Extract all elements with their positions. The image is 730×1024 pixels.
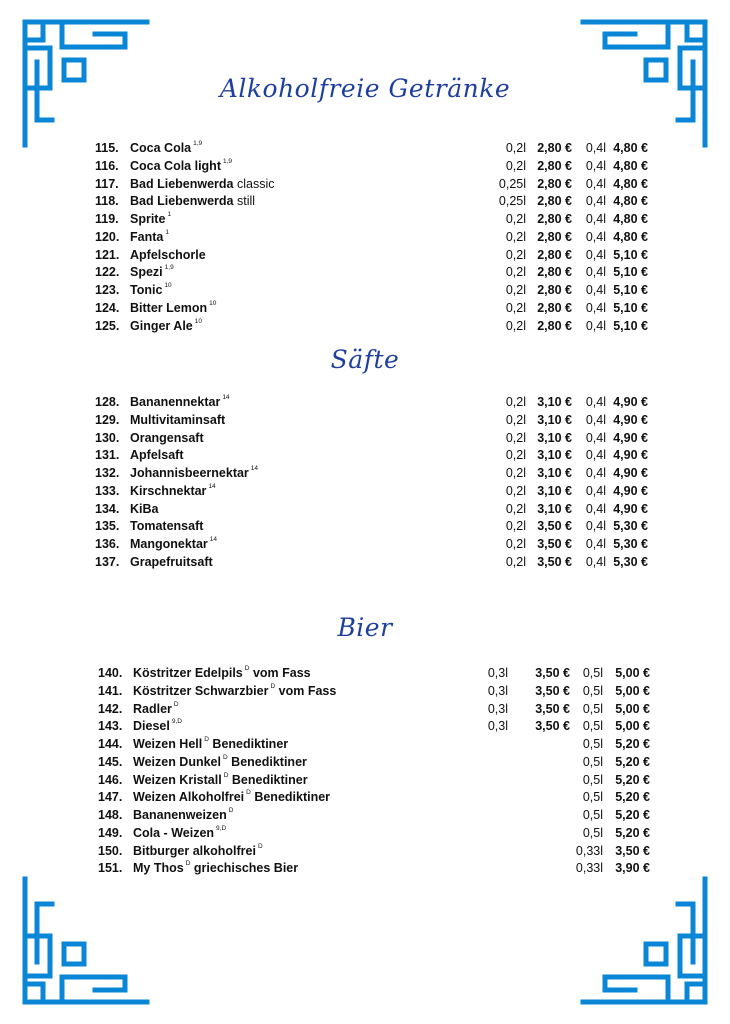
menu-item — [0, 554, 730, 572]
price-small: 3,10 € — [537, 501, 572, 516]
item-name — [130, 318, 202, 336]
additive-footnote: D — [185, 860, 191, 868]
price-large: 3,90 € — [615, 861, 650, 876]
item-name-text: Weizen Alkoholfrei — [133, 790, 245, 805]
section-title-bier: Bier — [337, 613, 393, 642]
item-number: 141. — [98, 683, 123, 698]
item-name — [130, 447, 183, 465]
item-number: 129. — [95, 412, 120, 427]
additive-footnote: 14 — [222, 394, 230, 401]
item-name — [130, 264, 174, 282]
item-name-text: Bananennektar — [130, 395, 221, 409]
item-number: 128. — [95, 395, 120, 409]
corner-ornament-bottom-left — [0, 874, 150, 1024]
item-name — [133, 701, 179, 719]
menu-item — [0, 825, 730, 843]
additive-footnote: D — [228, 807, 234, 814]
item-number: 131. — [95, 448, 120, 463]
price-small: 3,50 € — [535, 666, 570, 680]
item-number: 148. — [98, 808, 123, 822]
price-large: 4,90 € — [613, 448, 648, 463]
additive-footnote: 9,D — [216, 824, 227, 832]
price-small: 2,80 € — [537, 212, 572, 226]
price-small: 2,80 € — [537, 318, 572, 333]
menu-item — [0, 843, 730, 861]
item-name — [130, 211, 171, 229]
item-name — [130, 483, 216, 501]
item-name-text: Köstritzer Schwarzbier — [133, 683, 269, 698]
item-name-text: Weizen Hell — [133, 737, 203, 751]
item-name — [133, 825, 226, 843]
price-large: 5,00 € — [615, 683, 650, 698]
item-number: 134. — [95, 501, 120, 516]
price-small: 2,80 € — [537, 229, 572, 244]
size-large: 0,4l — [585, 247, 606, 262]
item-number: 133. — [95, 483, 120, 498]
additive-footnote: 1 — [165, 228, 169, 236]
menu-item — [0, 736, 730, 754]
item-number: 117. — [95, 176, 119, 191]
price-large: 5,10 € — [613, 247, 648, 262]
additive-footnote: 14 — [208, 482, 216, 490]
price-small: 3,50 € — [535, 719, 570, 734]
size-small: 0,2l — [505, 158, 526, 173]
menu-item — [0, 282, 730, 300]
corner-ornament-bottom-right — [580, 874, 730, 1024]
size-large: 0,4l — [585, 194, 606, 209]
menu-item — [0, 807, 730, 825]
price-large: 4,90 € — [613, 395, 648, 409]
menu-item — [0, 412, 730, 430]
item-name-text: My Thos — [133, 861, 184, 876]
size-small: 0,3l — [487, 683, 508, 698]
price-small: 2,80 € — [537, 300, 572, 315]
menu-item — [0, 501, 730, 519]
item-name-text: Tonic — [130, 283, 163, 297]
price-small: 3,50 € — [537, 519, 572, 534]
size-large: 0,4l — [585, 318, 606, 333]
menu-list-alkoholfreie-getraenke — [0, 140, 730, 335]
menu-item — [0, 229, 730, 247]
item-name — [130, 501, 158, 519]
item-name — [130, 140, 202, 158]
item-number: 132. — [95, 466, 120, 480]
item-name — [130, 247, 206, 265]
price-large: 4,80 € — [613, 194, 648, 209]
additive-footnote: 1 — [167, 211, 172, 218]
additive-footnote: D — [223, 771, 229, 779]
size-small: 0,2l — [505, 537, 526, 551]
menu-item — [0, 665, 730, 683]
item-name — [133, 860, 298, 878]
size-large: 0,4l — [585, 501, 606, 516]
item-name-text: Coca Cola — [130, 141, 192, 155]
price-small: 3,50 € — [537, 537, 572, 551]
size-large: 0,5l — [582, 825, 603, 840]
price-small: 3,50 € — [537, 554, 572, 569]
additive-footnote: D — [222, 753, 228, 761]
size-small: 0,2l — [505, 318, 526, 333]
size-large: 0,4l — [585, 141, 606, 155]
price-small: 3,50 € — [535, 683, 570, 698]
additive-footnote: 14 — [250, 465, 259, 472]
size-small: 0,2l — [505, 448, 526, 463]
item-number: 137. — [95, 554, 120, 569]
price-large: 4,90 € — [613, 430, 648, 445]
price-large: 5,00 € — [615, 719, 650, 734]
size-large: 0,5l — [582, 666, 603, 680]
item-name — [130, 554, 213, 572]
item-name — [130, 536, 217, 554]
price-large: 5,20 € — [615, 790, 650, 805]
price-large: 5,30 € — [613, 519, 648, 534]
size-large: 0,4l — [585, 176, 606, 191]
item-number: 142. — [98, 701, 123, 716]
size-large: 0,5l — [582, 808, 603, 822]
additive-footnote: D — [246, 789, 251, 797]
size-large: 0,5l — [582, 683, 603, 698]
price-small: 3,10 € — [537, 395, 572, 409]
price-small: 2,80 € — [537, 176, 572, 191]
price-small: 2,80 € — [537, 194, 572, 209]
item-name-suffix: Benediktiner — [231, 772, 308, 787]
item-name — [133, 807, 233, 825]
item-number: 146. — [98, 772, 123, 787]
size-small: 0,2l — [505, 247, 526, 262]
price-large: 5,30 € — [613, 554, 648, 569]
item-name-text: KiBa — [130, 501, 159, 516]
size-large: 0,33l — [575, 861, 603, 876]
item-name — [130, 176, 275, 194]
size-small: 0,2l — [505, 212, 526, 226]
item-name — [130, 300, 216, 318]
item-name — [133, 683, 336, 701]
menu-item — [0, 318, 730, 336]
menu-item — [0, 300, 730, 318]
item-name-text: Weizen Kristall — [133, 772, 222, 787]
item-name — [130, 412, 225, 430]
price-large: 5,10 € — [613, 300, 648, 315]
item-name-text: Bananenweizen — [133, 808, 227, 822]
menu-item — [0, 430, 730, 448]
item-name — [133, 718, 182, 736]
price-small: 2,80 € — [537, 247, 572, 262]
item-name-text: Bad Liebenwerda — [130, 176, 234, 191]
menu-item — [0, 158, 730, 176]
size-large: 0,4l — [585, 395, 606, 409]
item-name-suffix: Benediktiner — [212, 737, 289, 751]
menu-item — [0, 683, 730, 701]
price-small: 3,10 € — [537, 412, 572, 427]
item-name-suffix: Benediktiner — [231, 754, 307, 769]
menu-item — [0, 247, 730, 265]
price-large: 5,20 € — [615, 808, 650, 822]
item-name — [133, 789, 330, 807]
price-large: 3,50 € — [615, 843, 650, 858]
item-number: 149. — [98, 825, 123, 840]
item-name-text: Sprite — [130, 212, 166, 226]
item-number: 144. — [98, 737, 123, 751]
item-name-text: Köstritzer Edelpils — [133, 666, 243, 680]
price-large: 4,90 € — [613, 501, 648, 516]
additive-footnote: D — [257, 842, 263, 850]
additive-footnote: 10 — [194, 317, 202, 325]
item-number: 118. — [95, 194, 119, 209]
section-title-saefte: Säfte — [330, 345, 400, 374]
size-small: 0,2l — [505, 430, 526, 445]
size-small: 0,2l — [505, 412, 526, 427]
additive-footnote: D — [270, 682, 276, 690]
size-large: 0,33l — [575, 843, 603, 858]
size-large: 0,4l — [585, 537, 606, 551]
menu-item — [0, 718, 730, 736]
item-name-suffix: Benediktiner — [254, 790, 331, 805]
item-variant: classic — [236, 176, 275, 191]
price-large: 5,00 € — [615, 666, 650, 680]
price-small: 2,80 € — [537, 283, 572, 297]
price-large: 5,30 € — [613, 537, 648, 551]
item-name-text: Cola - Weizen — [133, 825, 215, 840]
item-name — [133, 843, 263, 861]
size-large: 0,4l — [585, 554, 606, 569]
size-small: 0,2l — [505, 265, 526, 280]
menu-item — [0, 211, 730, 229]
menu-item — [0, 860, 730, 878]
menu-item — [0, 264, 730, 282]
additive-footnote: 14 — [209, 536, 218, 543]
menu-item — [0, 754, 730, 772]
item-number: 150. — [98, 843, 123, 858]
menu-item — [0, 701, 730, 719]
price-small: 2,80 € — [537, 158, 572, 173]
item-name — [133, 754, 307, 772]
size-large: 0,5l — [582, 719, 603, 734]
price-large: 5,00 € — [615, 701, 650, 716]
item-number: 122. — [95, 265, 120, 280]
item-name — [130, 518, 203, 536]
size-small: 0,2l — [505, 395, 526, 409]
item-number: 115. — [95, 141, 119, 155]
item-name-text: Mangonektar — [130, 537, 208, 551]
size-small: 0,2l — [505, 501, 526, 516]
section-title-alkoholfreie-getraenke: Alkoholfreie Getränke — [219, 74, 511, 103]
menu-item — [0, 193, 730, 211]
size-large: 0,5l — [582, 737, 603, 751]
price-small: 3,10 € — [537, 448, 572, 463]
size-large: 0,4l — [585, 212, 606, 226]
item-name-text: Orangensaft — [130, 430, 204, 445]
item-number: 147. — [98, 790, 123, 805]
size-large: 0,5l — [582, 701, 603, 716]
size-large: 0,5l — [582, 772, 603, 787]
item-name-text: Johannisbeernektar — [130, 466, 249, 480]
size-large: 0,4l — [585, 483, 606, 498]
item-name — [133, 665, 311, 683]
menu-item — [0, 465, 730, 483]
item-name-text: Radler — [133, 701, 172, 716]
item-number: 135. — [95, 519, 120, 534]
size-large: 0,4l — [585, 412, 606, 427]
price-large: 5,20 € — [615, 754, 650, 769]
size-large: 0,4l — [585, 448, 606, 463]
item-name — [133, 772, 308, 790]
size-large: 0,4l — [585, 430, 606, 445]
price-large: 5,10 € — [613, 318, 648, 333]
item-number: 140. — [98, 666, 123, 680]
item-name-text: Multivitaminsaft — [130, 412, 226, 427]
menu-list-bier — [0, 665, 730, 878]
additive-footnote: D — [173, 700, 179, 708]
item-number: 145. — [98, 754, 123, 769]
size-small: 0,2l — [505, 554, 526, 569]
item-name — [130, 158, 232, 176]
size-large: 0,4l — [585, 466, 606, 480]
item-number: 120. — [95, 229, 120, 244]
price-small: 3,10 € — [537, 430, 572, 445]
item-name — [130, 229, 169, 247]
size-small: 0,2l — [505, 519, 526, 534]
size-small: 0,3l — [487, 666, 508, 680]
item-name — [130, 394, 230, 412]
item-name-text: Apfelschorle — [130, 247, 206, 262]
size-small: 0,3l — [487, 701, 508, 716]
menu-item — [0, 394, 730, 412]
size-large: 0,5l — [582, 754, 603, 769]
price-large: 4,80 € — [613, 141, 648, 155]
size-small: 0,25l — [498, 176, 526, 191]
price-small: 3,10 € — [537, 483, 572, 498]
menu-list-saefte — [0, 394, 730, 572]
price-small: 3,50 € — [535, 701, 570, 716]
item-name-text: Ginger Ale — [130, 318, 193, 333]
additive-footnote: 1,9 — [222, 157, 233, 165]
item-number: 116. — [95, 158, 119, 173]
item-name-text: Bad Liebenwerda — [130, 194, 234, 209]
menu-item — [0, 447, 730, 465]
price-large: 5,10 € — [613, 265, 648, 280]
price-large: 5,20 € — [615, 772, 650, 787]
item-name-text: Tomatensaft — [130, 519, 204, 534]
size-large: 0,4l — [585, 265, 606, 280]
additive-footnote: 1,9 — [164, 264, 174, 272]
item-name-text: Kirschnektar — [130, 483, 207, 498]
additive-footnote: 10 — [209, 299, 217, 307]
item-name-text: Bitter Lemon — [130, 300, 208, 315]
size-large: 0,4l — [585, 300, 606, 315]
price-large: 5,20 € — [615, 737, 650, 751]
price-large: 4,90 € — [613, 483, 648, 498]
price-small: 3,10 € — [537, 466, 572, 480]
item-variant: still — [236, 194, 256, 209]
item-name — [130, 282, 172, 300]
size-large: 0,5l — [582, 790, 603, 805]
additive-footnote: 9,D — [171, 718, 182, 726]
additive-footnote: 1,9 — [193, 140, 203, 147]
price-small: 2,80 € — [537, 265, 572, 280]
menu-item — [0, 483, 730, 501]
item-name-suffix: griechisches Bier — [193, 861, 299, 876]
item-number: 151. — [98, 861, 123, 876]
price-large: 5,20 € — [615, 825, 650, 840]
additive-footnote: D — [244, 665, 250, 672]
item-name-text: Bitburger alkoholfrei — [133, 843, 256, 858]
size-small: 0,2l — [505, 229, 526, 244]
size-small: 0,2l — [505, 466, 526, 480]
item-number: 124. — [95, 300, 120, 315]
item-name-text: Fanta — [130, 229, 164, 244]
item-number: 123. — [95, 283, 120, 297]
menu-item — [0, 536, 730, 554]
price-large: 5,10 € — [613, 283, 648, 297]
price-large: 4,80 € — [613, 212, 648, 226]
size-small: 0,2l — [505, 141, 526, 155]
menu-item — [0, 140, 730, 158]
item-name-text: Apfelsaft — [130, 448, 184, 463]
size-large: 0,4l — [585, 283, 606, 297]
item-number: 130. — [95, 430, 120, 445]
price-large: 4,80 € — [613, 176, 648, 191]
item-name-text: Diesel — [133, 719, 170, 734]
item-name-text: Spezi — [130, 265, 163, 280]
price-large: 4,90 € — [613, 466, 648, 480]
additive-footnote: 10 — [164, 282, 172, 289]
price-large: 4,90 € — [613, 412, 648, 427]
item-number: 143. — [98, 719, 123, 734]
size-large: 0,4l — [585, 519, 606, 534]
item-name-text: Grapefruitsaft — [130, 554, 213, 569]
item-name-text: Weizen Dunkel — [133, 754, 221, 769]
menu-item — [0, 176, 730, 194]
price-small: 2,80 € — [537, 141, 572, 155]
size-small: 0,2l — [505, 300, 526, 315]
item-number: 121. — [95, 247, 120, 262]
size-small: 0,2l — [505, 483, 526, 498]
item-number: 119. — [95, 212, 119, 226]
item-name — [130, 193, 255, 211]
menu-item — [0, 772, 730, 790]
size-large: 0,4l — [585, 158, 606, 173]
size-small: 0,3l — [487, 719, 508, 734]
price-large: 4,80 € — [613, 229, 648, 244]
item-name-suffix: vom Fass — [252, 666, 311, 680]
size-large: 0,4l — [585, 229, 606, 244]
size-small: 0,2l — [505, 283, 526, 297]
item-number: 125. — [95, 318, 120, 333]
menu-item — [0, 789, 730, 807]
price-large: 4,80 € — [613, 158, 648, 173]
item-name-suffix: vom Fass — [278, 683, 337, 698]
additive-footnote: D — [204, 736, 209, 743]
item-name — [130, 430, 204, 448]
item-name — [133, 736, 288, 754]
item-name — [130, 465, 258, 483]
menu-item — [0, 518, 730, 536]
item-number: 136. — [95, 537, 120, 551]
item-name-text: Coca Cola light — [130, 158, 221, 173]
size-small: 0,25l — [498, 194, 526, 209]
